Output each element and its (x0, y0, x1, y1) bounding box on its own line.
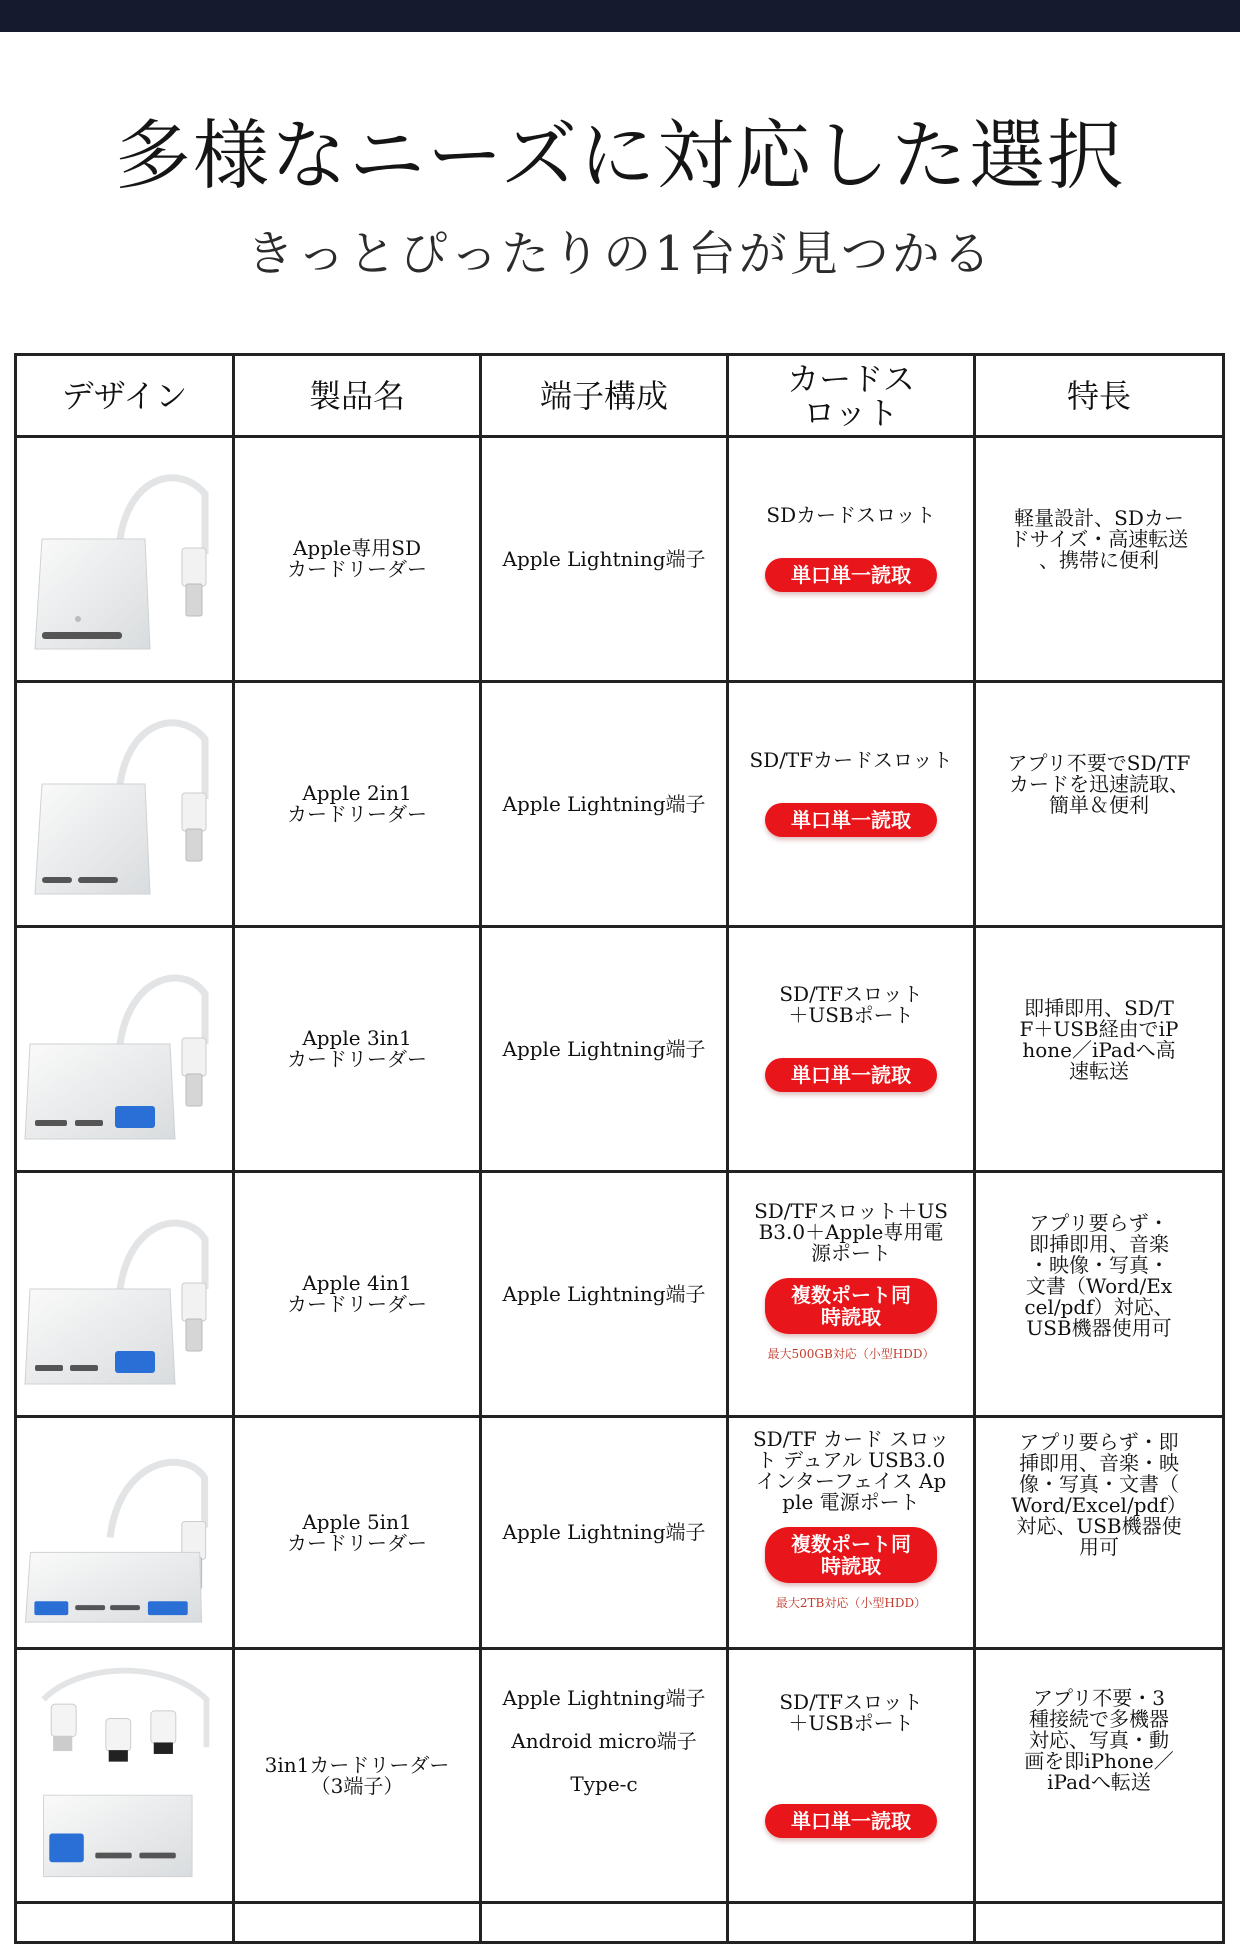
terminal-item: Apple Lightning端子 (502, 1686, 706, 1710)
comparison-table (14, 353, 1225, 1944)
capacity-note: 最大500GB対応（小型HDD） (767, 1347, 935, 1361)
terminal-cell (482, 1650, 729, 1904)
slot-cell (729, 438, 976, 683)
2in1-card-reader-lightning-icon (20, 689, 230, 919)
top-bar (0, 0, 1240, 32)
terminal-cell (482, 438, 729, 683)
table-row-partial (17, 1904, 235, 1944)
slot-text: SD/TFスロット＋US B3.0＋Apple専用電 源ポート (754, 1199, 948, 1265)
table-row-partial (729, 1904, 976, 1944)
slot-cell (729, 1418, 976, 1650)
table-row-partial (482, 1904, 729, 1944)
slot-cell (729, 1650, 976, 1904)
feature-cell: アプリ要らず・即 挿即用、音楽・映 像・写真・文書（ Word/Excel/pdf） 対応、USB機器使 用可 (976, 1418, 1225, 1650)
read-mode-badge: 単口単一読取 (765, 1804, 937, 1838)
design-cell (17, 438, 235, 683)
feature-cell: アプリ不要・3 種接続で多機器 対応、写真・動 画を即iPhone／ iPadへ転送 (976, 1650, 1225, 1904)
slot-cell (729, 928, 976, 1173)
terminal-item: Apple Lightning端子 (502, 1281, 706, 1306)
3-connector-card-reader-icon (20, 1661, 230, 1891)
terminal-cell (482, 683, 729, 928)
design-cell (17, 1418, 235, 1650)
terminal-item: Apple Lightning端子 (502, 1036, 706, 1061)
terminal-cell (482, 928, 729, 1173)
design-cell (17, 928, 235, 1173)
slot-text: SD/TF カード スロッ ト デュアル USB3.0 インターフェイス Ap ple 電源ポート (752, 1427, 949, 1514)
design-cell (17, 1173, 235, 1418)
product-name: Apple専用SD カードリーダー (235, 438, 482, 683)
terminal-item: Apple Lightning端子 (502, 546, 706, 571)
slot-text: SD/TFスロット ＋USBポート (779, 982, 923, 1027)
read-mode-badge: 単口単一読取 (765, 803, 937, 837)
read-mode-badge: 複数ポート同 時読取 (765, 1527, 937, 1583)
header-card-slot: カードス ロット (729, 356, 976, 438)
slot-cell (729, 683, 976, 928)
feature-cell: 即挿即用、SD/T F＋USB経由でiP hone／iPadへ高 速転送 (976, 928, 1225, 1173)
table-row-partial (235, 1904, 482, 1944)
product-name: Apple 2in1 カードリーダー (235, 683, 482, 928)
read-mode-badge: 複数ポート同 時読取 (765, 1278, 937, 1334)
3in1-card-reader-lightning-icon (20, 934, 230, 1164)
slot-cell (729, 1173, 976, 1418)
slot-text: SD/TFスロット ＋USBポート (779, 1689, 923, 1735)
capacity-note: 最大2TB対応（小型HDD） (775, 1596, 927, 1610)
feature-cell: 軽量設計、SDカー ドサイズ・高速転送 、携帯に便利 (976, 438, 1225, 683)
header-terminal: 端子構成 (482, 356, 729, 438)
header-feature: 特長 (976, 356, 1225, 438)
sd-card-reader-lightning-icon (20, 444, 230, 674)
page-title: 多様なニーズに対応した選択 (114, 111, 1126, 200)
product-name: 3in1カードリーダー （3端子） (235, 1650, 482, 1904)
design-cell (17, 1650, 235, 1904)
terminal-item: Android micro端子 (511, 1729, 697, 1753)
header-design: デザイン (17, 356, 235, 438)
slot-text: SDカードスロット (766, 502, 936, 527)
product-name: Apple 4in1 カードリーダー (235, 1173, 482, 1418)
feature-cell: アプリ不要でSD/TF カードを迅速読取、 簡単＆便利 (976, 683, 1225, 928)
4in1-card-reader-lightning-icon (20, 1179, 230, 1409)
terminal-cell (482, 1418, 729, 1650)
5in1-card-reader-lightning-icon (20, 1418, 230, 1647)
header-product-name: 製品名 (235, 356, 482, 438)
read-mode-badge: 単口単一読取 (765, 1058, 937, 1092)
terminal-item: Apple Lightning端子 (502, 791, 706, 816)
feature-cell: アプリ要らず・ 即挿即用、音楽 ・映像・写真・ 文書（Word/Ex cel/pdf）対応、 USB機器使用可 (976, 1173, 1225, 1418)
slot-text: SD/TFカードスロット (749, 747, 953, 772)
product-name: Apple 3in1 カードリーダー (235, 928, 482, 1173)
terminal-item: Type-c (570, 1772, 638, 1796)
design-cell (17, 683, 235, 928)
terminal-cell (482, 1173, 729, 1418)
page-subtitle: きっとぴったりの1台が見つかる (246, 226, 994, 282)
terminal-item: Apple Lightning端子 (502, 1520, 706, 1544)
read-mode-badge: 単口単一読取 (765, 558, 937, 592)
table-row-partial (976, 1904, 1225, 1944)
product-name: Apple 5in1 カードリーダー (235, 1418, 482, 1650)
